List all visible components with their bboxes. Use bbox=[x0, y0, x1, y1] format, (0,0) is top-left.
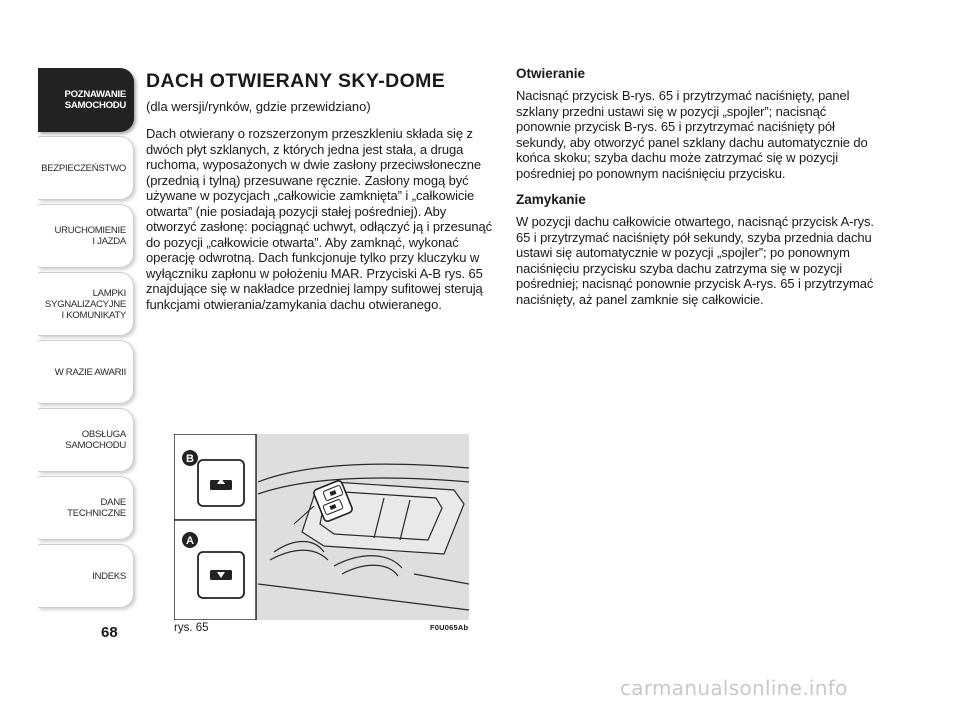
tab-label: URUCHOMIENIE I JAZDA bbox=[54, 225, 126, 247]
chapter-tabs bbox=[38, 68, 134, 612]
label-a: A bbox=[186, 535, 194, 547]
tab-uruchomienie-i-jazda[interactable] bbox=[38, 204, 134, 268]
section-body: Dach otwierany o rozszerzonym przeszkleniu składa się z dwóch płyt szklanych, z których jedna jest stała, a druga ruchoma, wyposażonych w dwie zasłony przeciwsłoneczne (przednią i tylną) przesuwane ręcznie. Zasłony mogą być używane w pozycjach „całkowicie zamknięta” i „całkowicie otwarta” (nie posiadają pozycji stałej pośredniej). Aby otworzyć zasłonę: pociągnąć uchwyt, odłączyć ją i przesunąć do pozycji „całkowicie otwarta”. Aby zamknąć, wykonać operację odwrotną. Dach funkcjonuje tylko przy kluczyku w wyłączniku zapłonu w położeniu MAR. Przyciski A-B rys. 65 znajdujące się w nakładce przedniej lampy sufitowej sterują funkcjami otwierania/zamykania dachu otwieranego. bbox=[146, 126, 492, 312]
roof-control-illustration bbox=[174, 434, 469, 620]
tab-label: W RAZIE AWARII bbox=[54, 366, 126, 378]
section-title: DACH OTWIERANY SKY-DOME bbox=[146, 70, 446, 92]
opening-heading: Otwieranie bbox=[516, 66, 586, 81]
section-subtitle: (dla wersji/rynków, gdzie przewidziano) bbox=[146, 99, 371, 114]
instructions-column bbox=[516, 66, 876, 307]
tab-label: INDEKS bbox=[92, 570, 126, 582]
tab-poznawanie-samochodu[interactable] bbox=[38, 68, 134, 132]
closing-heading: Zamykanie bbox=[516, 192, 586, 207]
figure-65 bbox=[174, 434, 469, 620]
closing-body: W pozycji dachu całkowicie otwartego, nacisnąć przycisk A-rys. 65 i przytrzymać naciśnięty pół sekundy, szyba przednia dachu ustawi się automatycznie w pozycji „spojler”; po ponownym naciśnięciu przycisku szyba dachu zatrzyma się w pozycji pośredniej; nacisnąć ponownie przycisk A-rys. 65 i przytrzymać naciśnięty, aż panel zamknie się całkowicie. bbox=[516, 214, 874, 307]
figure-code: F0U065Ab bbox=[430, 623, 469, 632]
tab-bezpieczenstwo[interactable] bbox=[38, 136, 134, 200]
watermark: carmanualsonline.info bbox=[620, 676, 848, 700]
tab-label: BEZPIECZEŃSTWO bbox=[41, 162, 126, 174]
tab-lampki-sygnalizacyjne[interactable] bbox=[38, 272, 134, 336]
sky-dome-section bbox=[146, 70, 496, 312]
tab-indeks[interactable] bbox=[38, 544, 134, 608]
page-number: 68 bbox=[101, 624, 118, 641]
tab-dane-techniczne[interactable] bbox=[38, 476, 134, 540]
button-a-close bbox=[198, 552, 244, 598]
button-b-open bbox=[198, 460, 244, 506]
tab-label: DANE TECHNICZNE bbox=[67, 497, 126, 519]
tab-label: POZNAWANIE SAMOCHODU bbox=[64, 89, 126, 111]
tab-label: OBSŁUGA SAMOCHODU bbox=[65, 429, 126, 451]
tab-obsluga-samochodu[interactable] bbox=[38, 408, 134, 472]
figure-caption: rys. 65 bbox=[174, 622, 209, 634]
label-b: B bbox=[186, 453, 194, 465]
tab-label: LAMPKI SYGNALIZACYJNE I KOMUNIKATY bbox=[44, 287, 126, 321]
tab-w-razie-awarii[interactable] bbox=[38, 340, 134, 404]
opening-body: Nacisnąć przycisk B-rys. 65 i przytrzymać naciśnięty, panel szklany przedni ustawi się w pozycji „spojler”; nacisnąć ponownie przycisk B-rys. 65 i przytrzymać naciśnięty pół sekundy, aby otworzyć panel szklany dachu automatycznie do końca skoku; szyba dachu może zatrzymać się w pozycji pośredniej po ponownym naciśnięciu przycisku. bbox=[516, 88, 868, 181]
